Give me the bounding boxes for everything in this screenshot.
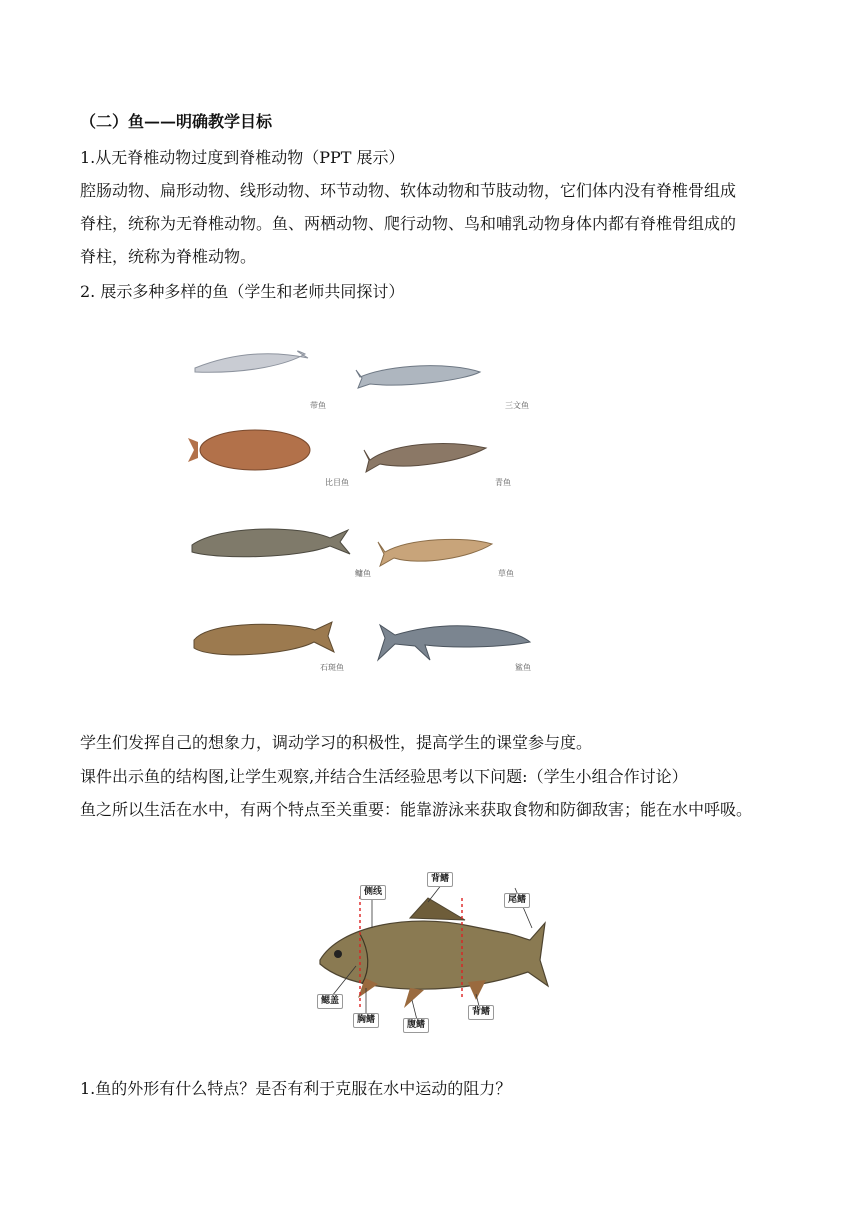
bighead-carp-image — [192, 529, 350, 557]
fish-label: 石斑鱼 — [320, 663, 344, 672]
fish-label: 带鱼 — [310, 401, 326, 410]
point-1-title: 1.从无脊椎动物过度到脊椎动物（PPT 展示） — [80, 148, 405, 167]
grouper-image — [194, 622, 334, 655]
label-tail-fin: 尾鳍 — [504, 893, 530, 908]
paragraph-line: 脊柱，统称为脊椎动物。 — [80, 247, 257, 266]
section-title: （二）鱼——明确教学目标 — [80, 112, 273, 131]
fish-illustrations — [180, 330, 580, 690]
fish-anatomy-diagram — [300, 868, 560, 1038]
label-lateral-line: 侧线 — [360, 885, 386, 900]
paragraph-line: 学生们发挥自己的想象力，调动学习的积极性，提高学生的课堂参与度。 — [80, 733, 593, 752]
shark-image — [378, 625, 530, 660]
salmon-image — [356, 366, 480, 388]
fish-label: 三文鱼 — [505, 401, 529, 410]
label-pectoral-fin: 胸鳍 — [353, 1013, 379, 1028]
fish-label: 鳙鱼 — [355, 569, 371, 578]
label-dorsal-fin: 背鳍 — [427, 872, 453, 887]
paragraph-line: 鱼之所以生活在水中，有两个特点至关重要：能靠游泳来获取食物和防御敌害；能在水中呼吸。 — [80, 800, 753, 819]
point-2-title: 2. 展示多种多样的鱼（学生和老师共同探讨） — [80, 282, 405, 301]
fish-label: 鲨鱼 — [515, 663, 531, 672]
fish-variety-figure — [180, 330, 580, 690]
fish-label: 比目鱼 — [325, 478, 349, 487]
fish-label: 青鱼 — [495, 478, 511, 487]
paragraph-line: 脊柱，统称为无脊椎动物。鱼、两栖动物、爬行动物、鸟和哺乳动物身体内都有脊椎骨组成的 — [80, 214, 737, 233]
grass-carp-image — [378, 539, 492, 566]
label-anal-fin: 背鳍 — [468, 1005, 494, 1020]
ribbonfish-image — [195, 351, 308, 372]
paragraph-line: 课件出示鱼的结构图,让学生观察,并结合生活经验思考以下问题:（学生小组合作讨论） — [80, 767, 688, 786]
question-1: 1.鱼的外形有什么特点？是否有利于克服在水中运动的阻力？ — [80, 1079, 512, 1098]
label-gill-cover: 鳃盖 — [317, 994, 343, 1009]
flounder-image — [200, 430, 310, 470]
fish-label: 草鱼 — [498, 569, 514, 578]
label-pelvic-fin: 腹鳍 — [403, 1018, 429, 1033]
paragraph-line: 腔肠动物、扁形动物、线形动物、环节动物、软体动物和节肢动物，它们体内没有脊椎骨组成 — [80, 181, 737, 200]
black-carp-image — [364, 444, 486, 472]
